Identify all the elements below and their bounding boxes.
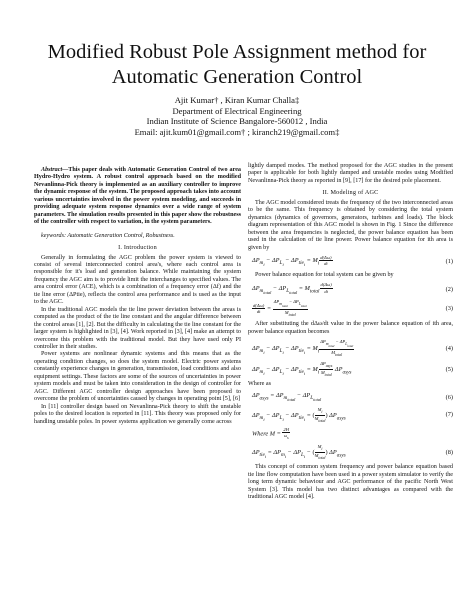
section-modeling-heading: II. Modeling of AGC	[322, 189, 379, 197]
intro-paragraph-4: In [11] controller design based on Nevanlinna-Pick theory to shift the unstable poles to the desired location is reported in [11]. This theory was proposed only for handling unstable poles. In power systems application we generally come across	[34, 403, 241, 425]
equation-1	[248, 255, 453, 269]
equation-6-number: (6)	[445, 393, 453, 401]
equation-5-body: $\Delta P_{m_i} - \Delta P_{L_i} - \Delta P_{tie_i} = M_i$ $\frac{\Delta P_{asys}}{M_{total}}$ $\Delta P_{asys}$	[252, 361, 352, 378]
equation-5-number: (5)	[445, 366, 453, 373]
right-column	[248, 163, 453, 502]
modeling-paragraph-2: Power balance equation for total system can be given by	[255, 271, 394, 278]
author-email: Email: ajit.kum01@gmail.com† ; kiranch219@gmail.com‡	[134, 126, 340, 137]
equation-7-body: $\Delta P_{m_i} - \Delta P_{L_i} - \Delta P_{tie_i}$ = ( $\frac{M_i}{M_{total}}$ ) $\Delta P_{asys}$	[252, 406, 346, 423]
equation-4	[248, 339, 453, 358]
equation-3-number: (3)	[445, 305, 453, 313]
intro-paragraph-2: In the traditional AGC models the tie line power deviation between the areas is computed as the product of the tie line constant and the angular difference between the control areas [1], [2]. But the difficulty in calculating the tie line constant for the larger system is highlighted in [3], [4]. Work reported in [3], [4] make an attempt to overcome this problem with the traditional model. But they have used only PI controller in their studies.	[34, 306, 241, 350]
modeling-paragraph-4: This concept of common system frequency and power balance equation based tie line flow computation have been used in a power system simulator to verify the long term dynamic behaviour and AGC performance of the pacific North West System [3]. This model has two distinct advantages as compared with the traditional AGC model [4].	[248, 464, 453, 501]
equation-8-number: (8)	[445, 448, 453, 456]
equation-3-body: $\frac{d(\Delta\omega)}{dt}$ = $\frac{\Delta P_{m_{total}} - \Delta P_{L_{total}}}{M_{total}}$	[253, 299, 307, 318]
equation-4-number: (4)	[445, 344, 453, 352]
equation-8	[248, 444, 453, 461]
equation-1-number: (1)	[445, 258, 453, 266]
intro-paragraph-1: Generally in formulating the AGC problem the power system is viewed to consist of several interconnected control area's, where each control area is responsible for it's load and generation balance. While maintaining the system frequency the AGC aim is to provide limit the interchanges to specified values. The area control error (ACE), which is a combination of a frequency error (Δf) and the tie line error (ΔPtie), reflects the control area performance and is used as the input to the AGC.	[34, 254, 241, 306]
equation-2-body: $\Delta P_{m_{total}} - \Delta P_{L_{total}} = M_{total}$ $\frac{d(\Delta\omega)}{dt}$	[252, 282, 332, 295]
equation-2	[248, 282, 453, 296]
equation-1-body: $\Delta P_{m_i} - \Delta P_{L_i} - \Delta P_{tie_i} = M_i$ $\frac{d(\Delta\omega)}{dt}$	[252, 254, 332, 268]
equation-2-number: (2)	[445, 285, 453, 293]
equation-7	[248, 407, 453, 424]
paper-title: Modified Robust Pole Assignment method for Automatic Generation Control	[47, 41, 427, 88]
right-paragraph-0: lightly damped modes. The method proposed for the AGC studies in the present paper is applicable for both lightly damped and unstable modes using Modified Nevanlinna-Pick theory as reported in [9], [17] for the desired pole placement.	[248, 163, 453, 184]
modeling-paragraph-1: The AGC model considered treats the frequency of the two interconnected areas to be the same. This frequency is obtained by considering the total system dynamics (dynamics of governors, generators, turbines and loads). The block diagram representation of this AGC model is shown in Fig. 1 Since the difference between the area frequencies is neglected, the power balance equation has been used in the calculation of tie line power. Power balance equation for ith area is given by	[248, 199, 453, 251]
section-introduction-heading: I. Introduction	[118, 244, 157, 252]
author-institution: Indian Institute of Science Bangalore-560012 , India	[146, 116, 328, 126]
equation-3	[248, 299, 453, 318]
keywords: keywords: Automatic Generation Control, Robustness.	[41, 232, 175, 239]
modeling-paragraph-3: After substituting the dΔω/dt value in the power balance equation of ith area, power balance equation becomes	[248, 321, 453, 335]
abstract-text: —This paper deals with Automatic Generation Control of two area Hydro-Hydro system. A robust control approach based on the modified Nevanlinna-Pick theory is implemented as an auxiliary controller to improve the dynamic response of the system. The proposed approach takes into account various uncertainties involved in the power system modeling, and succeeds in providing adequate system response dynamics over a wide range of system parameters. The simulation results presented in this paper show the robustness of the controller with respect to variation, in the system parameters.	[34, 167, 241, 226]
where-label: Where as	[248, 381, 272, 388]
equation-M-definition-body: Where M = $\frac{2H}{\omega_s}$	[252, 426, 290, 440]
author-block	[20, 95, 454, 137]
left-column	[34, 167, 241, 426]
equation-5	[248, 361, 453, 378]
equation-6	[248, 392, 453, 404]
equation-4-body: $\Delta P_{m_i} - \Delta P_{L_i} - \Delta P_{tie_i} = M_i$ $\frac{\Delta P_{m_{total}} - \Delta P_{L_{total}}}{M_{total}}$	[252, 339, 354, 357]
equation-M-definition	[248, 427, 453, 441]
abstract-label: Abstract	[41, 167, 63, 173]
equation-7-number: (7)	[445, 411, 453, 419]
equation-8-body: $\Delta P_{tie_i} = \Delta P_{m_i} - \Delta P_{L_i}$ − ( $\frac{M_i}{M_{total}}$ ) $\Delta P_{asys}$	[252, 444, 346, 461]
author-department: Department of Electrical Engineering	[172, 105, 302, 116]
abstract	[34, 167, 241, 227]
intro-paragraph-3: Power systems are nonlinear dynamic systems and this means that as the operating condition changes, so does the system model. Electric power systems constantly experience changes in generation, transmission, load conditions and also equipment settings. These factors are some of the sources of uncertainties in power system models and must be taken into consideration in the design of controller for AGC. Different AGC controller design approaches have been proposed to overcome the problem of uncertainties caused by changes in operating point [5], [6]	[34, 351, 241, 403]
equation-6-body: $\Delta P_{asys} = \Delta P_{m_{total}} - \Delta P_{L_{total}}$	[252, 391, 322, 403]
author-names: Ajit Kumar† , Kiran Kumar Challa‡	[174, 95, 300, 105]
